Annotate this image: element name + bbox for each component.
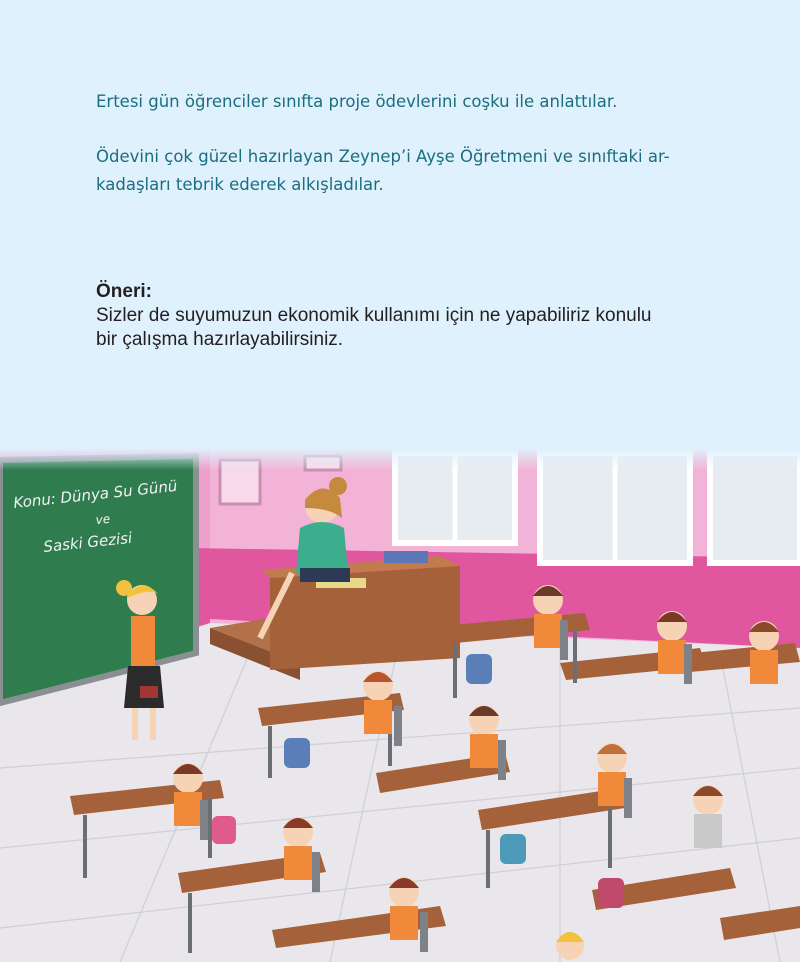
story-paragraph-1: Ertesi gün öğrenciler sınıfta proje ödevlerini coşku ile anlattılar. xyxy=(96,92,618,111)
story-paragraph-2-line-1: Ödevini çok güzel hazırlayan Zeynep’i Ayşe Öğretmeni ve sınıftaki ar- xyxy=(96,147,670,166)
suggestion-line-2: bir çalışma hazırlayabilirsiniz. xyxy=(96,329,344,350)
suggestion-line-1: Sizler de suyumuzun ekonomik kullanımı için ne yapabiliriz konulu xyxy=(96,305,652,326)
suggestion-block xyxy=(96,280,716,352)
blackboard-line-2: ve xyxy=(95,511,111,527)
classroom-illustration xyxy=(0,448,800,962)
blackboard-line-3: Saski Gezisi xyxy=(42,528,133,556)
story-paragraph-2 xyxy=(96,143,716,199)
blackboard-line-1: Konu: Dünya Su Günü xyxy=(12,476,179,512)
story-text xyxy=(96,88,716,199)
story-paragraph-2-line-2: kadaşları tebrik ederek alkışladılar. xyxy=(96,175,384,194)
suggestion-heading: Öneri: xyxy=(96,281,152,302)
